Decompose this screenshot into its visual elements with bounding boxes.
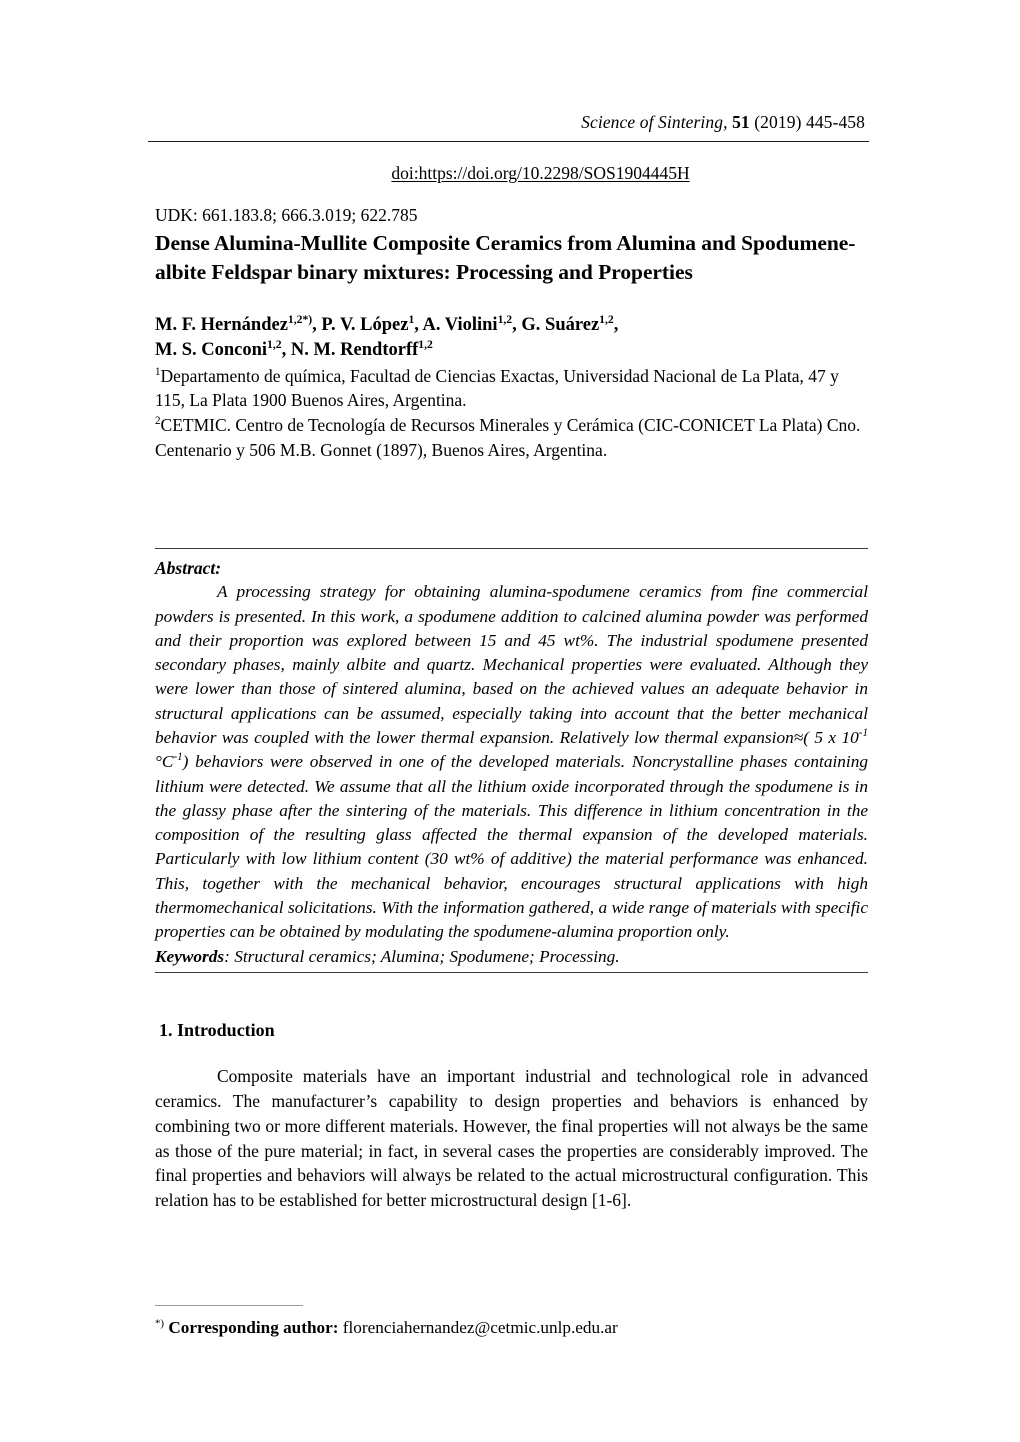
running-head: [155, 112, 868, 134]
journal-volume: 51: [732, 112, 750, 132]
udk-code: UDK: 661.183.8; 666.3.019; 622.785: [155, 204, 418, 225]
author-name: , N. M. Rendtorff: [281, 340, 419, 361]
author-list: [155, 313, 868, 364]
affiliation-text: CETMIC. Centro de Tecnología de Recursos Minerales y Cerámica (CIC-CONICET La Plata) Cno. Centenario y 506 M.B. Gonnet (1897), Buenos Aires, Argentina.: [155, 415, 861, 460]
author-affiliation-marker: 1,2: [497, 312, 513, 326]
author-affiliation-marker: 1,2: [418, 338, 433, 352]
author-name: M. S. Conconi: [155, 340, 268, 361]
corresponding-author-label: Corresponding author:: [168, 1318, 339, 1337]
affiliation-marker: 1: [155, 365, 161, 378]
page-title: Dense Alumina-Mullite Composite Ceramics from Alumina and Spodumene-albite Feldspar binary mixtures: Processing and Properties: [155, 230, 856, 284]
author-separator: ,: [613, 315, 619, 336]
author-name: , G. Suárez: [512, 315, 600, 336]
footnote-divider: [155, 1305, 303, 1306]
introduction-paragraph: Composite materials have an important industrial and technological role in advanced ceramics. The manufacturer’s capability to design properties and behaviors is enhanced by combining two or more different materials. However, the final properties will not always be the same as those of the pure material; in fact, in several cases the properties are considerably improved. The final properties and behaviors will always be related to the actual microstructural configuration. This relation has to be established for better microstructural design [1-6].: [155, 1066, 868, 1211]
page-content: [155, 0, 868, 1230]
footnote-marker: *): [155, 1317, 165, 1330]
corresponding-author-email[interactable]: florenciahernandez@cetmic.unlp.edu.ar: [342, 1318, 618, 1337]
affiliation-marker: 2: [155, 415, 161, 428]
affiliation-text: Departamento de química, Facultad de Ciencias Exactas, Universidad Nacional de La Plata, 47 y 115, La Plata 1900 Buenos Aires, Argentina.: [155, 365, 839, 411]
author-name: M. F. Hernández: [155, 315, 288, 336]
doi-line: [155, 163, 868, 184]
author-affiliation-marker: 1,2: [599, 312, 614, 326]
abstract-exponent-2: -1: [173, 751, 183, 764]
corresponding-author-note: [155, 1317, 868, 1339]
journal-issue-pages: (2019) 445-458: [749, 112, 865, 132]
author-affiliation-marker: 1: [408, 312, 415, 326]
journal-name: Science of Sintering,: [581, 112, 728, 132]
affiliation-list: [155, 364, 868, 463]
footnote-area: [155, 1305, 868, 1339]
section-heading-introduction: 1. Introduction: [159, 1019, 275, 1040]
author-affiliation-marker: 1,2*): [287, 312, 313, 326]
author-name: , A. Violini: [414, 315, 498, 336]
keywords-label: Keywords: [155, 946, 225, 966]
abstract-part-1: A processing strategy for obtaining alumina-spodumene ceramics from fine commercial powders is presented. In this work, a spodumene addition to calcined alumina powder was performed and their proportion was explored between 15 and 45 wt%. The industrial spodumene presented secondary phases, mainly albite and quartz. Mechanical properties were evaluated. Although they were lower than those of sintered alumina, based on the achieved values an adequate behavior in structural applications can be assumed, especially taking into account that the better mechanical behavior was coupled with the lower thermal expansion. Relatively low thermal expansion≈( 5 x 10: [155, 582, 868, 747]
keywords-line: [155, 945, 868, 969]
header-divider: [148, 141, 869, 142]
abstract-label: Abstract:: [155, 558, 222, 579]
doi-link[interactable]: doi:https://doi.org/10.2298/SOS1904445H: [391, 162, 690, 183]
abstract-section: [155, 548, 868, 972]
abstract-exponent-1: -1: [858, 727, 868, 740]
abstract-part-3: ) behaviors were observed in one of the developed materials. Noncrystalline phases containing lithium were detected. We assume that all the lithium oxide incorporated through the spodumene is in the glassy phase after the sintering of the materials. This difference in lithium concentration in the composition of the resulting glass affected the thermal expansion of the developed materials. Particularly with low lithium content (30 wt% of additive) the material performance was enhanced. This, together with the mechanical behavior, encourages structural applications with high thermomechanical solicitations. With the information gathered, a wide range of materials with specific properties can be obtained by modulating the spodumene-alumina proportion only.: [155, 752, 868, 942]
keywords-value: : Structural ceramics; Alumina; Spodumene; Processing.: [224, 946, 620, 966]
abstract-part-2: °C: [155, 752, 174, 772]
abstract-body: [155, 580, 868, 944]
author-affiliation-marker: 1,2: [267, 338, 282, 352]
author-name: , P. V. López: [312, 315, 409, 336]
